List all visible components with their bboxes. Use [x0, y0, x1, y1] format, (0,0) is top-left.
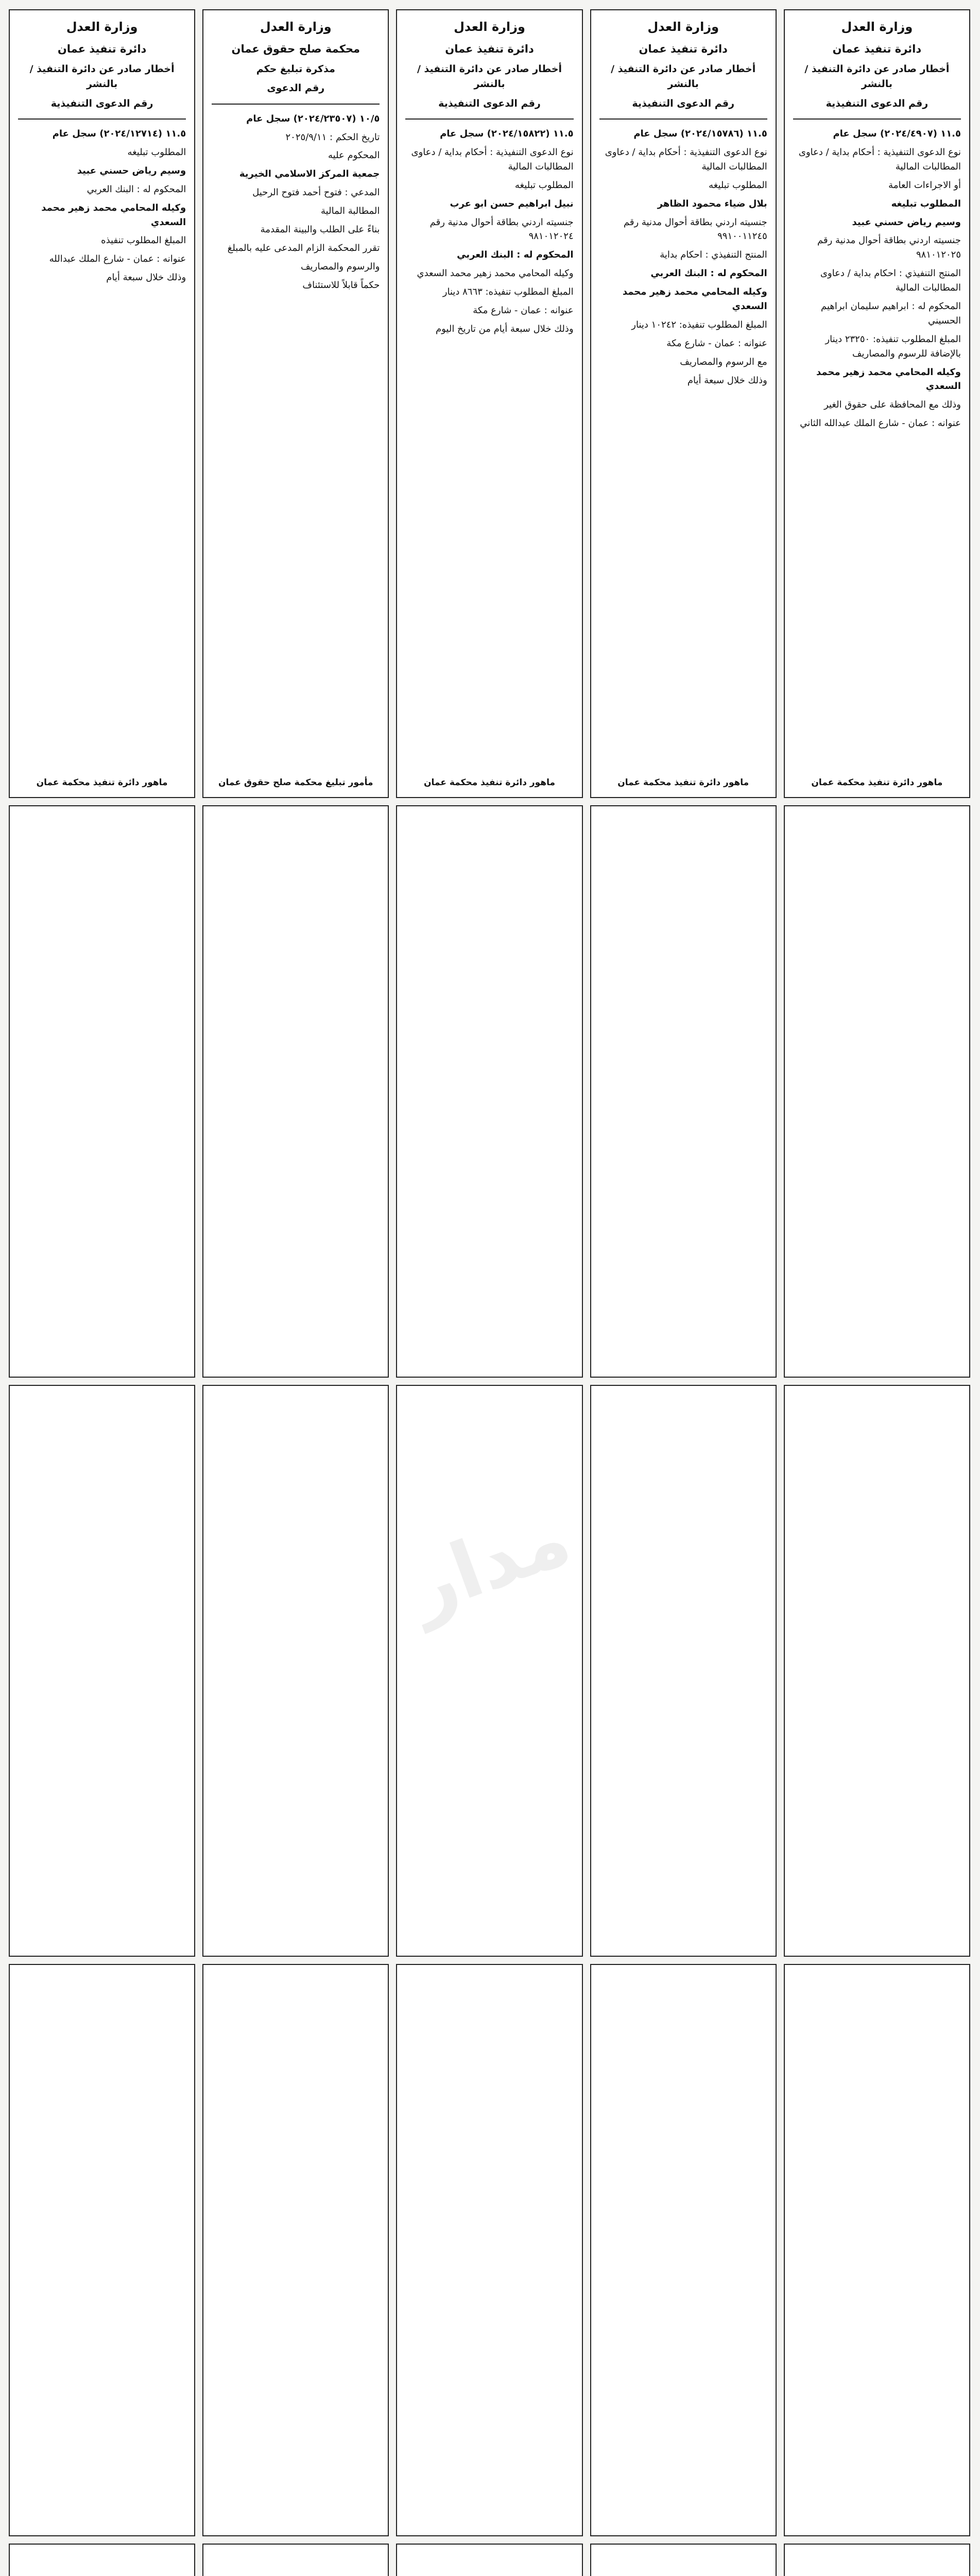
notice-footer: مأمور تبليغ محكمة صلح حقوق عمان — [219, 777, 374, 788]
notice-line: المنتج التنفيذي : احكام بداية — [660, 249, 768, 261]
notice-card-placeholder — [784, 1964, 971, 2536]
notice-title-3: أخطار صادر عن دائرة التنفيذ / بالنشر — [30, 63, 175, 90]
notice-card-placeholder — [203, 1385, 389, 1957]
notice-title-2: محكمة صلح حقوق عمان — [232, 43, 361, 56]
separator — [212, 104, 380, 105]
notice-card — [9, 9, 196, 798]
notice-line: المطلوب تبليغه — [515, 179, 574, 191]
notice-card-placeholder — [784, 2544, 971, 2576]
notice-card-placeholder — [591, 1964, 777, 2536]
notice-title-4: رقم الدعوى — [267, 82, 325, 94]
notice-line: وكيله المحامي محمد زهير محمد السعدي — [817, 366, 961, 392]
notice-line: المحكوم له : ابراهيم سليمان ابراهيم الحسيني — [821, 300, 961, 326]
notice-line: وذلك مع المحافظة على حقوق الغير — [824, 399, 961, 411]
notice-title-4: رقم الدعوى التنفيذية — [632, 97, 735, 109]
notice-line: وذلك خلال سبعة أيام — [107, 272, 187, 283]
notice-line: وكيله المحامي محمد زهير محمد السعدي — [42, 202, 187, 228]
notice-line: المنتج التنفيذي : احكام بداية / دعاوى المطالبات المالية — [820, 268, 961, 294]
notice-line: جمعية المركز الاسلامي الخيرية — [239, 168, 381, 180]
notice-title-2: دائرة تنفيذ عمان — [639, 43, 728, 56]
notice-line: المحكوم له : البنك العربي — [457, 249, 574, 261]
notice-line: عنوانه : عمان - شارع مكة — [473, 304, 574, 316]
notice-card-placeholder — [591, 2544, 777, 2576]
notice-title-1: وزارة العدل — [260, 20, 332, 34]
notice-footer: ماهور دائرة تنفيذ محكمة عمان — [618, 777, 750, 788]
notice-line: المطالبة المالية — [321, 206, 381, 217]
notice-line: وسيم رياض حسني عبيد — [852, 216, 961, 228]
notice-card-placeholder — [9, 805, 196, 1378]
separator — [19, 118, 186, 120]
notice-title-1: وزارة العدل — [648, 20, 720, 34]
notice-line: المبلغ المطلوب تنفيذه: ١٠٢٤٢ دينار — [632, 319, 768, 330]
notice-line: وذلك خلال سبعة أيام — [687, 375, 768, 386]
notice-line: جنسيته اردني بطاقة أحوال مدنية رقم ٩٩١٠٠١١٢٤٥ — [624, 216, 768, 242]
separator — [406, 118, 574, 120]
notice-line: نوع الدعوى التنفيذية : أحكام بداية / دعاوى المطالبات المالية — [411, 146, 574, 172]
notice-card-placeholder — [784, 1385, 971, 1957]
notice-card — [591, 9, 777, 798]
notice-line: نبيل ابراهيم حسن ابو عرب — [450, 198, 574, 209]
notice-line: المطلوب تبليغه — [128, 146, 187, 158]
notice-line: نوع الدعوى التنفيذية : أحكام بداية / دعاوى المطالبات المالية — [605, 146, 768, 172]
notice-card-placeholder — [397, 1385, 583, 1957]
notice-title-4: رقم الدعوى التنفيذية — [51, 97, 154, 109]
notice-line: ١١.٥ (٢٠٢٤/٤٩٠٧) سجل عام — [833, 128, 961, 140]
notice-line: المطلوب تبليغه — [891, 198, 961, 209]
notice-line: عنوانه : عمان - شارع الملك عبدالله — [49, 253, 187, 265]
notice-line: المدعي : فتوح أحمد فتوح الرحيل — [253, 187, 381, 198]
notice-title-1: وزارة العدل — [454, 20, 526, 34]
notice-line: مع الرسوم والمصاريف — [680, 356, 768, 367]
notice-line: المبلغ المطلوب تنفيذه — [101, 235, 187, 246]
notice-card-placeholder — [203, 805, 389, 1378]
notice-line: ١١.٥ (٢٠٢٤/١٥٨٢٢) سجل عام — [440, 128, 574, 140]
separator — [794, 118, 961, 120]
notice-line: المحكوم له : البنك العربي — [87, 183, 187, 195]
notice-title-1: وزارة العدل — [841, 20, 914, 34]
notice-line: المطلوب تبليغه — [709, 179, 768, 191]
notice-line: جنسيته اردني بطاقة أحوال مدنية رقم ٩٨١٠١٢٠٢٤ — [430, 216, 574, 242]
notice-line: المبلغ المطلوب تنفيذه: ٨٦٦٣ دينار — [443, 286, 574, 298]
notice-line: وذلك خلال سبعة أيام من تاريخ اليوم — [436, 323, 574, 334]
notice-title-3: مذكرة تبليغ حكم — [256, 63, 336, 75]
notice-card-placeholder — [397, 2544, 583, 2576]
notice-title-4: رقم الدعوى التنفيذية — [826, 97, 929, 109]
notice-line: عنوانه : عمان - شارع الملك عبدالله الثاني — [800, 418, 961, 429]
notice-card — [203, 9, 389, 798]
notice-card-placeholder — [591, 1385, 777, 1957]
notice-line: عنوانه : عمان - شارع مكة — [667, 337, 768, 349]
notice-card — [397, 9, 583, 798]
notice-line: المحكوم عليه — [329, 150, 381, 161]
notice-title-3: أخطار صادر عن دائرة التنفيذ / بالنشر — [611, 63, 757, 90]
notice-line: وكيله المحامي محمد زهير محمد السعدي — [623, 286, 768, 312]
notice-line: بلال ضياء محمود الظاهر — [658, 198, 768, 209]
notice-title-3: أخطار صادر عن دائرة التنفيذ / بالنشر — [805, 63, 950, 90]
notice-card-placeholder — [203, 1964, 389, 2536]
notice-line: وكيله المحامي محمد زهير محمد السعدي — [417, 268, 574, 279]
notice-title-4: رقم الدعوى التنفيذية — [439, 97, 541, 109]
notice-line: بناءً على الطلب والبينة المقدمة — [261, 224, 381, 235]
notice-title-2: دائرة تنفيذ عمان — [833, 43, 922, 56]
notice-card-placeholder — [397, 805, 583, 1378]
notice-footer: ماهور دائرة تنفيذ محكمة عمان — [812, 777, 943, 788]
notice-card-placeholder — [591, 805, 777, 1378]
notice-card-placeholder — [203, 2544, 389, 2576]
notice-card-placeholder — [9, 1385, 196, 1957]
notice-footer: ماهور دائرة تنفيذ محكمة عمان — [424, 777, 556, 788]
notice-title-2: دائرة تنفيذ عمان — [58, 43, 147, 56]
notice-card-placeholder — [9, 1964, 196, 2536]
notice-footer: ماهور دائرة تنفيذ محكمة عمان — [37, 777, 168, 788]
notice-card-placeholder — [784, 805, 971, 1378]
notice-card — [784, 9, 971, 798]
notice-title-2: دائرة تنفيذ عمان — [445, 43, 535, 56]
notice-line: نوع الدعوى التنفيذية : أحكام بداية / دعاوى المطالبات المالية — [799, 146, 961, 172]
notice-line: وسيم رياض حسني عبيد — [77, 165, 187, 176]
notice-line: حكماً قابلاً للاستئناف — [303, 279, 381, 291]
notice-card-placeholder — [397, 1964, 583, 2536]
separator — [600, 118, 768, 120]
notice-line: المحكوم له : البنك العربي — [651, 268, 768, 279]
notice-line: ١١.٥ (٢٠٢٤/١٢٧١٤) سجل عام — [53, 128, 187, 140]
notice-line: ١١.٥ (٢٠٢٤/١٥٧٨٦) سجل عام — [634, 128, 768, 140]
notice-line: والرسوم والمصاريف — [301, 261, 381, 272]
notice-line: تاريخ الحكم : ٢٠٢٥/٩/١١ — [286, 131, 381, 143]
notice-line: أو الاجراءات العامة — [889, 179, 961, 191]
notice-title-3: أخطار صادر عن دائرة التنفيذ / بالنشر — [417, 63, 563, 90]
notice-card-placeholder — [9, 2544, 196, 2576]
notice-line: تقرر المحكمة الزام المدعى عليه بالمبلغ — [228, 242, 381, 253]
notice-title-1: وزارة العدل — [66, 20, 139, 34]
notice-line: جنسيته اردني بطاقة أحوال مدنية رقم ٩٨١٠١٢٠٢٥ — [818, 235, 961, 261]
notice-line: المبلغ المطلوب تنفيذه: ٢٣٢٥٠ دينار بالإضافة للرسوم والمصاريف — [826, 333, 961, 359]
notice-line: ١٠/٥ (٢٠٢٤/٢٣٥٠٧) سجل عام — [247, 113, 381, 124]
